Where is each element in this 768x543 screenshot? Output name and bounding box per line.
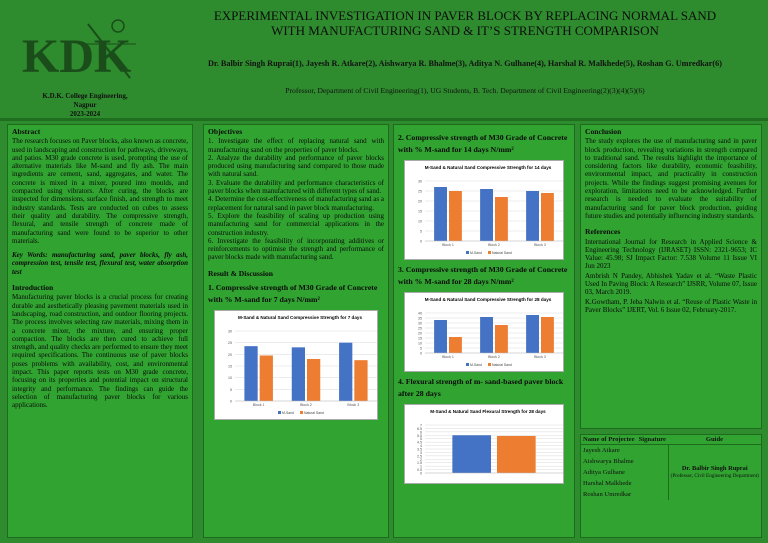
introduction-text: Manufacturing paver blocks is a crucial process for creating durable and aesthetically pleasing pavement materials used in landscaping, road construction, and outdoor flooring projects. The process involves selecting raw materials, mixing them in a concrete mixer, the mixture, and ensuring proper compaction. The blocks are then cured to achieve full strength, and quality checks are performed to ensure they meet required specifications. The continuous use of paver blocks poses problems with availability, cost, and environmental impact. This paper reports tests on M30 grade concrete, focusing on its properties and potential impact on structural integrity and performance. The findings can guide the selection of manufacturing paver blocks for various applications. <box>12 293 188 410</box>
y-tick-label: 0 <box>420 471 422 476</box>
objective-item: 1. Investigate the effect of replacing natural sand with manufacturing sand on the properties of paver blocks. <box>208 137 384 154</box>
bar-natural-sand <box>497 436 536 473</box>
y-tick-label: 5 <box>230 387 232 392</box>
y-tick-label: 6 <box>420 430 422 435</box>
keywords: Key Words: manufacturing sand, paver blocks, fly ash, compression test, tensile test, flexural test, water absorption test <box>12 251 188 276</box>
y-tick-label: 2 <box>420 457 422 462</box>
y-tick-label: 5.5 <box>417 433 422 438</box>
y-tick-label: 5 <box>420 346 422 351</box>
member-signature <box>637 445 668 457</box>
y-tick-label: 25 <box>418 326 422 331</box>
bar-m-sand <box>434 187 447 241</box>
reference-item: International Journal for Research in Applied Science & Engineering Technology (IJRASET) ISSN: 2321-9653; IC Value: 45.98; SJ Impact Factor: 7.538 Volume 11 Issue VI Jun 2023 <box>585 237 757 271</box>
member-name: Harshal Malkhede <box>583 480 632 487</box>
chart-title: M-Sand & Natural Sand Compressive Strength for 28 days <box>424 297 552 302</box>
chart-14-days-svg <box>405 161 571 259</box>
reference-item: K.Gowtham, P. Jeba Nalwin et al. “Reuse of Plastic Waste in Paver Blocks” IJERT, Vol. 6 Issue 02, February-2017. <box>585 297 757 314</box>
bar-natural-sand <box>354 360 367 401</box>
guide-title: (Professor, Civil Engineering Department) <box>670 472 759 479</box>
y-tick-label: 1.5 <box>417 461 422 466</box>
bar-natural-sand <box>449 191 462 241</box>
bar-natural-sand <box>260 356 273 402</box>
title-line-2: WITH MANUFACTURING SAND & IT’S STRENGTH COMPARISON <box>271 23 659 38</box>
guide-name: Dr. Balbir Singh Ruprai <box>681 465 748 472</box>
bar-natural-sand <box>541 317 554 353</box>
y-tick-label: 0.5 <box>417 468 422 473</box>
chart-14-days <box>404 160 564 260</box>
bar-m-sand <box>434 320 447 353</box>
bar-m-sand <box>526 315 539 353</box>
chart-28-days-svg <box>405 293 571 371</box>
objectives-heading: Objectives <box>208 127 243 136</box>
authors: Dr. Balbir Singh Ruprai(1), Jayesh R. Atkare(2), Aishwarya R. Bhalme(3), Aditya N. Gulhane(4), Harshal R. Malkhede(5), Roshan G. Umredkar(6) <box>208 59 722 68</box>
bar-natural-sand <box>495 197 508 241</box>
column-results <box>393 124 575 538</box>
y-tick-label: 15 <box>418 209 422 214</box>
member-signature <box>637 478 668 489</box>
y-tick-label: 15 <box>418 336 422 341</box>
kdk-logo-icon <box>18 14 138 86</box>
legend-label: M-Sand <box>470 251 482 255</box>
bar-m-sand <box>452 435 491 473</box>
chart-title: M-Sand & Natural Sand Compressive Strength for 14 days <box>424 165 552 170</box>
bar-natural-sand <box>307 359 320 401</box>
department: Professor, Department of Civil Engineering(1), UG Students, B. Tech. Department of Civil Engineering(2)(3)(4)(5)(6) <box>285 86 645 95</box>
y-tick-label: 20 <box>228 352 232 357</box>
x-tick-label: Block 2 <box>488 243 500 247</box>
references-heading: References <box>585 227 621 237</box>
objective-item: 4. Determine the cost-effectiveness of manufacturing sand as a replacement for natural sand in paver block manufacturing. <box>208 195 384 212</box>
college-year: 2023-2024 <box>69 110 101 118</box>
x-tick-label: Block 3 <box>534 243 546 247</box>
y-tick-label: 35 <box>418 316 422 321</box>
column-objectives <box>203 124 389 538</box>
objective-item: 5. Explore the feasibility of scaling up production using manufacturing sand for commercial applications in the construction industry. <box>208 211 384 237</box>
y-tick-label: 5 <box>420 437 422 442</box>
y-tick-label: 3 <box>420 450 422 455</box>
y-tick-label: 25 <box>228 341 232 346</box>
chart-1-caption: 1. Compressive strength of M30 Grade of Concrete with % M-sand for 7 days N/mm² <box>208 283 378 305</box>
member-name: Aishwarya Bhalme <box>583 458 634 465</box>
chart-3-caption: 3. Compressive strength of M30 Grade of Concrete with % M-sand for 28 days N/mm² <box>398 265 568 286</box>
bar-natural-sand <box>541 193 554 241</box>
x-tick-label: Block 1 <box>442 355 454 359</box>
guide-cell <box>668 445 761 501</box>
member-name: Roshan Umredkar <box>583 491 632 498</box>
bar-natural-sand <box>449 337 462 353</box>
references <box>585 228 757 314</box>
y-tick-label: 40 <box>418 311 422 316</box>
y-tick-label: 0 <box>230 399 232 404</box>
reference-item: Ambrish N Pandey, Abhishek Yadav et al. “Waste Plastic Used In Paving Block: A Research” IJSRR, Volume 07, Issue 03, March 2019. <box>585 271 757 297</box>
chart-7-days-svg <box>215 311 385 419</box>
y-tick-label: 7 <box>420 423 422 428</box>
member-signature <box>637 467 668 478</box>
legend-label: M-Sand <box>470 363 482 367</box>
chart-2-caption: 2. Compressive strength of M30 Grade of Concrete with % M-sand for 14 days N/mm² <box>398 133 568 154</box>
y-tick-label: 10 <box>418 219 422 224</box>
x-tick-label: Block 3 <box>347 403 360 408</box>
member-name: Aditya Gulhane <box>583 469 625 476</box>
college-city: Nagpur <box>73 101 97 109</box>
college-logo <box>6 8 158 118</box>
abstract-text: The research focuses on Paver blocks, also known as concrete, used in landscaping and construction for pathways, driveways, and patios. M30 grade concrete is used, prompting the use of alternative materials like M-sand and fly ash. The main ingredients are cement, sand, aggregates, and water. The concrete is mixed in a mixer, poured into moulds, and compacted using vibrators. After curing, the blocks are inspected for dimensions, surface finish, and strength to meet industry standards. Tests are conducted on cubes to assess their quality and durability. The compressive strength, flexural, and tensile strength of concrete made of manufacturing sand were found to be superior to other materials. <box>12 137 188 245</box>
y-tick-label: 10 <box>228 376 232 381</box>
member-name: Jayesh Atkare <box>583 447 620 454</box>
y-tick-label: 20 <box>418 199 422 204</box>
chart-title: M-Sand & Natural Sand Compressive Strength for 7 days <box>237 315 363 321</box>
team-header-row <box>581 435 761 445</box>
y-tick-label: 0 <box>420 239 422 244</box>
legend-swatch <box>466 251 469 254</box>
legend-swatch <box>300 411 303 414</box>
poster-title <box>170 8 760 38</box>
chart-4-caption: 4. Flexural strength of m- sand-based paver block after 28 days <box>398 377 564 398</box>
y-tick-label: 3.5 <box>417 447 422 452</box>
chart-28-days <box>404 292 564 372</box>
legend-swatch <box>466 363 469 366</box>
objective-item: 2. Analyze the durability and performance of paver blocks produced using manufacturing sand compared to those made with natural sand. <box>208 153 384 179</box>
y-tick-label: 20 <box>418 331 422 336</box>
y-tick-label: 10 <box>418 341 422 346</box>
bar-m-sand <box>292 347 305 401</box>
bar-natural-sand <box>495 325 508 353</box>
college-info <box>26 92 144 119</box>
objective-item: 6. Investigate the feasibility of incorporating additives or reinforcements to optimise the strength and performance of paver blocks made with manufacturing sand. <box>208 236 384 262</box>
x-tick-label: Block 1 <box>252 403 265 408</box>
column-conclusion <box>580 124 762 429</box>
conclusion-heading: Conclusion <box>585 127 622 136</box>
objective-item: 3. Evaluate the durability and performance characteristics of paver blocks when manufactured with different types of sand. <box>208 178 384 196</box>
legend-swatch <box>488 251 491 254</box>
y-tick-label: 4.5 <box>417 440 422 445</box>
header-divider <box>0 118 768 121</box>
college-name: K.D.K. College Engineering, <box>42 92 128 100</box>
y-tick-label: 30 <box>228 329 232 334</box>
chart-7-days <box>214 310 378 420</box>
title-line-1: EXPERIMENTAL INVESTIGATION IN PAVER BLOCK BY REPLACING NORMAL SAND <box>213 8 717 23</box>
member-signature <box>637 489 668 500</box>
y-tick-label: 6.5 <box>417 426 422 431</box>
x-tick-label: Block 2 <box>300 403 312 408</box>
bar-m-sand <box>480 317 493 353</box>
legend-swatch <box>488 363 491 366</box>
y-tick-label: 0 <box>420 351 422 356</box>
bar-m-sand <box>480 189 493 241</box>
team-table-box <box>580 434 762 538</box>
y-tick-label: 1 <box>420 464 422 469</box>
x-tick-label: Block 3 <box>534 355 546 359</box>
legend-label: Natural Sand <box>492 363 512 367</box>
y-tick-label: 4 <box>420 444 422 449</box>
chart-title: M-Sand & Natural Sand Flexural Strength for 28 days <box>430 409 546 414</box>
col-sign-header: Signature <box>637 435 668 445</box>
chart-flexural-svg <box>405 405 571 483</box>
bar-m-sand <box>526 191 539 241</box>
legend-label: Natural Sand <box>492 251 512 255</box>
col-name-header: Name of Projectee <box>581 435 637 445</box>
y-tick-label: 5 <box>420 229 422 234</box>
y-tick-label: 30 <box>418 321 422 326</box>
introduction-heading: Introduction <box>12 283 54 293</box>
y-tick-label: 25 <box>418 189 422 194</box>
col-guide-header: Guide <box>668 435 761 445</box>
abstract-heading: Abstract <box>12 127 41 136</box>
member-signature <box>637 456 668 467</box>
header <box>0 0 768 118</box>
y-tick-label: 2.5 <box>417 454 422 459</box>
logo-letters: KDK <box>22 30 132 83</box>
team-table <box>581 435 761 500</box>
y-tick-label: 15 <box>228 364 232 369</box>
results-heading: Result & Discussion <box>208 268 273 278</box>
legend-label: M-Sand <box>282 411 294 416</box>
chart-flexural <box>404 404 564 484</box>
legend-swatch <box>278 411 281 414</box>
conclusion-text: The study explores the use of manufacturing sand in paver block production, revealing variations in strength compared to traditional sand. The results highlight the importance of considering factors like durability, economic feasibility, environmental impact, and practicality in construction projects. While the findings suggest promising avenues for exploration, limitations need to be acknowledged. Further research is needed to evaluate the suitability of manufacturing sand for paver block production, guiding future studies and potentially influencing industry standards. <box>585 137 757 220</box>
legend-label: Natural Sand <box>304 411 324 416</box>
x-tick-label: Block 1 <box>442 243 454 247</box>
bar-m-sand <box>244 346 257 401</box>
column-abstract <box>7 124 193 538</box>
team-row <box>581 445 761 457</box>
bar-m-sand <box>339 343 352 401</box>
y-tick-label: 30 <box>418 179 422 184</box>
x-tick-label: Block 2 <box>488 355 500 359</box>
